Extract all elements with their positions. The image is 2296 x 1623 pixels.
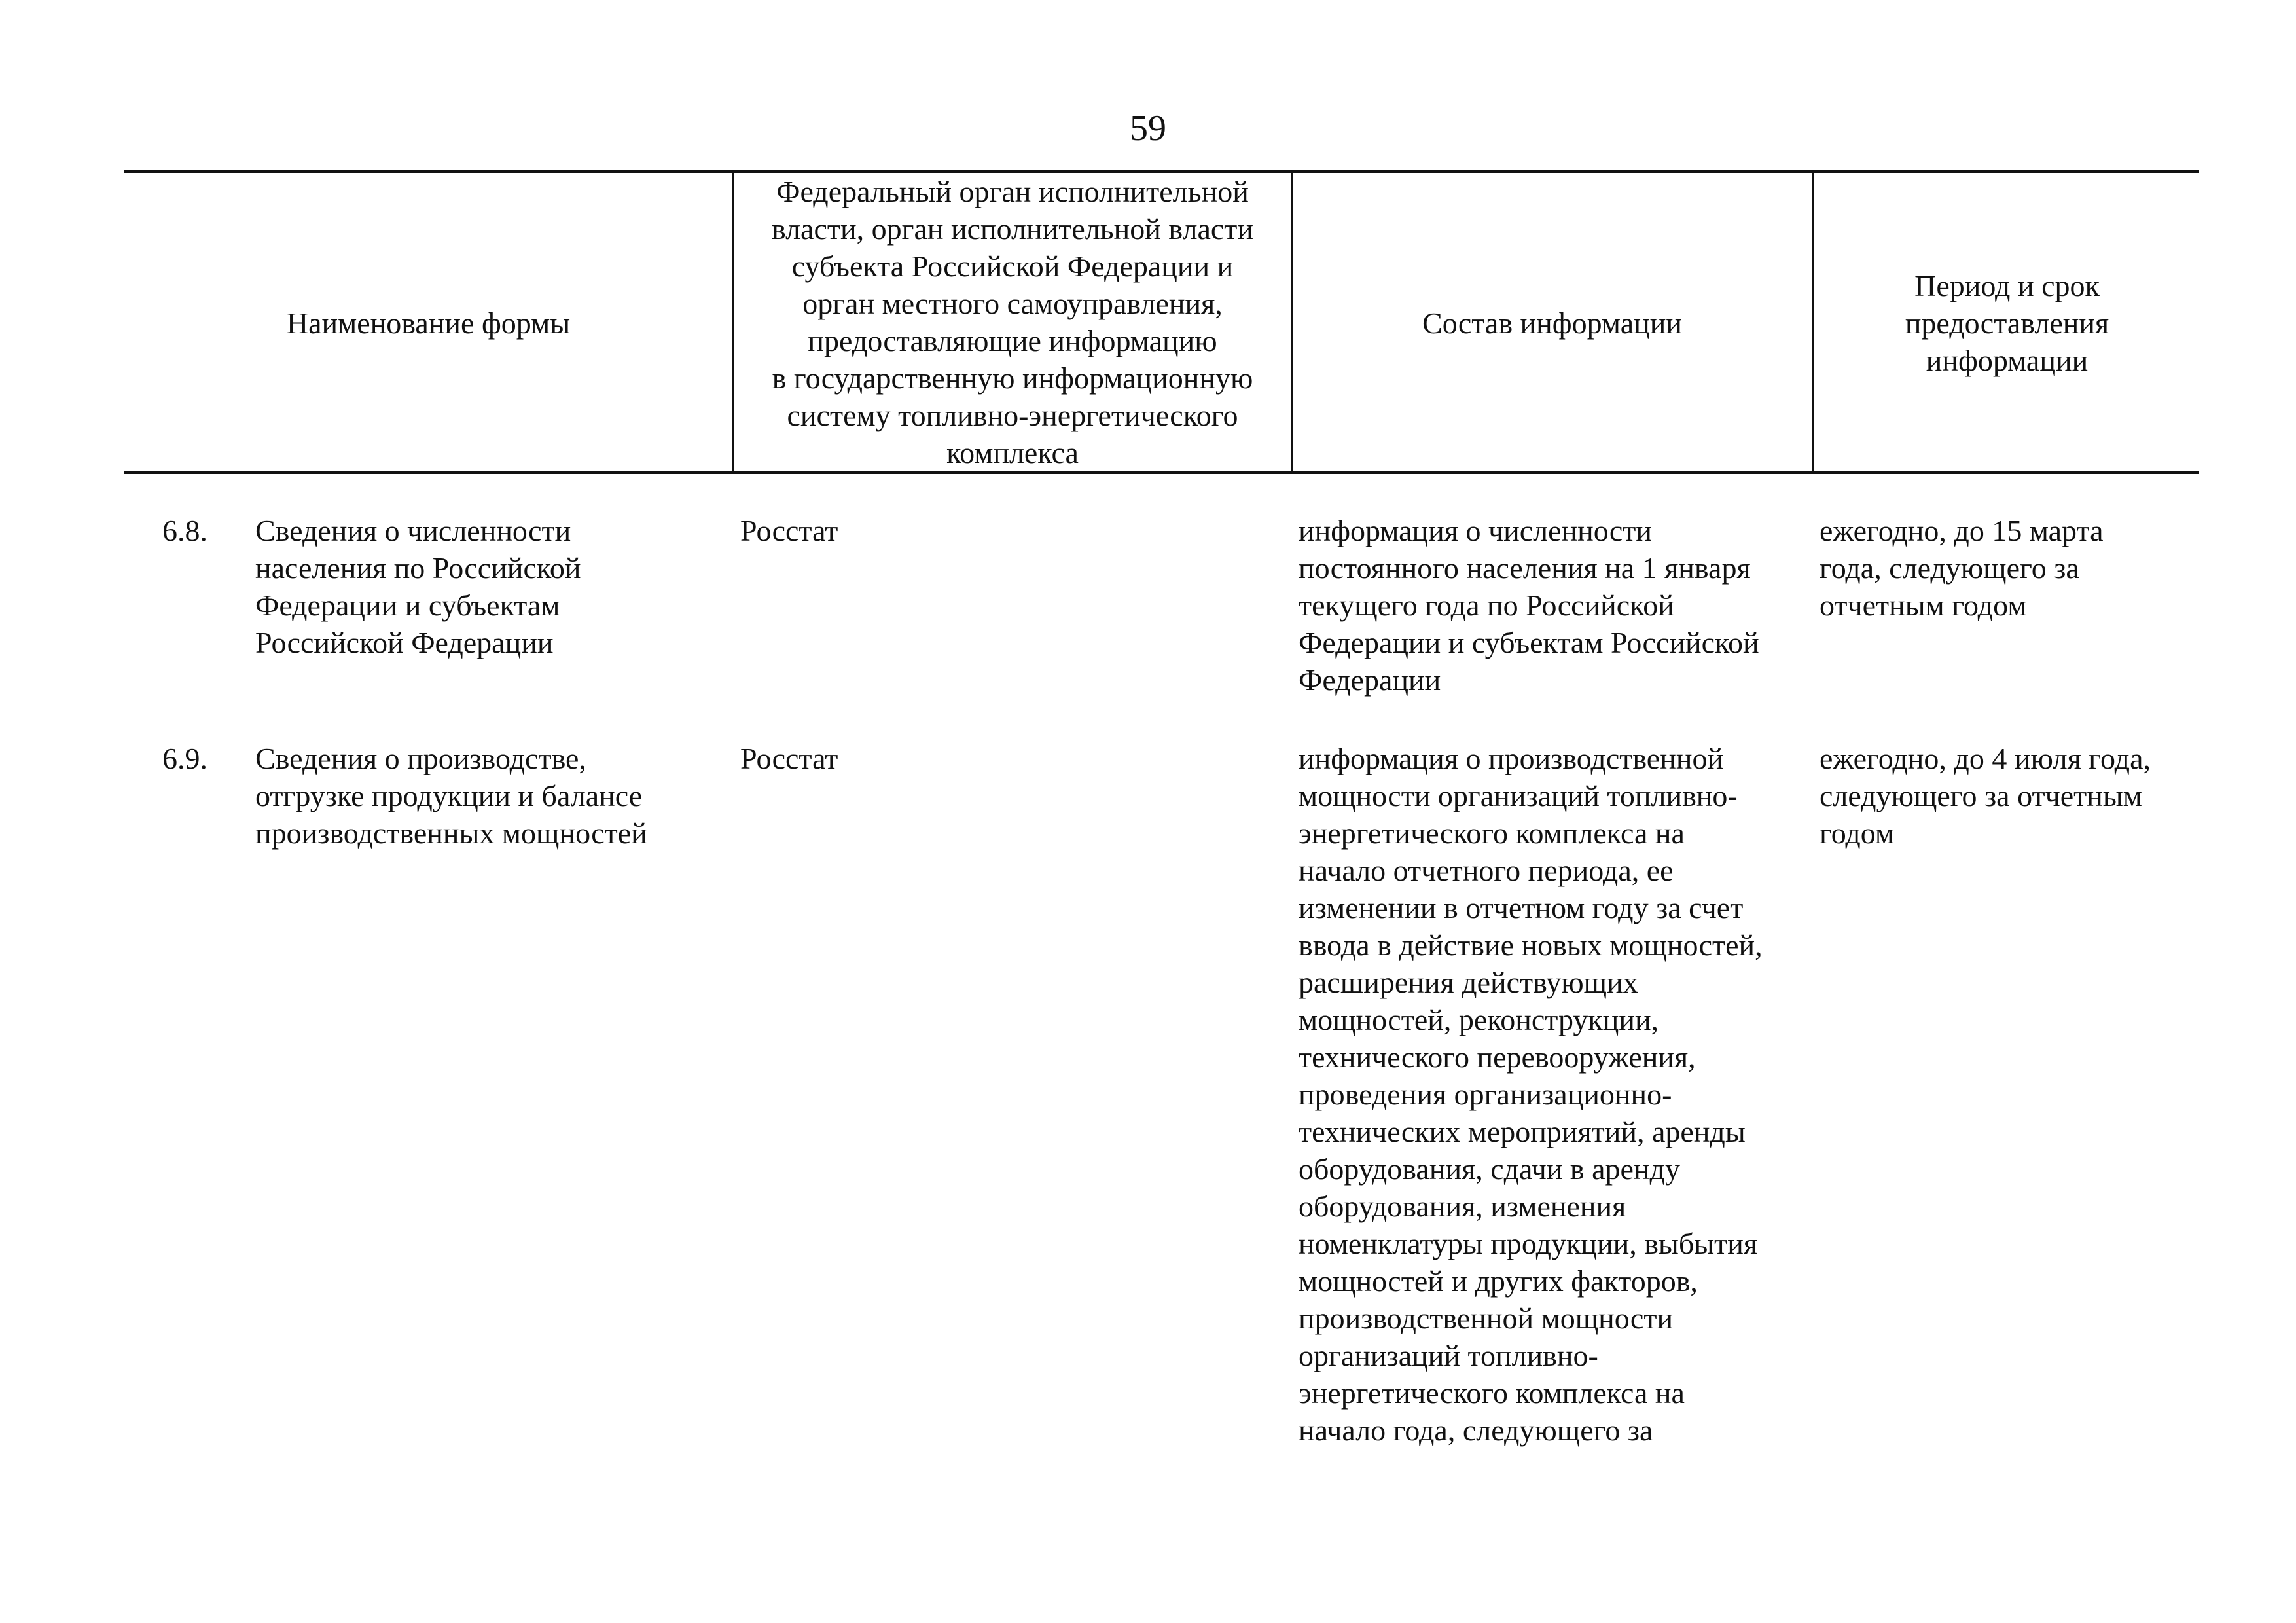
header-bottom-border: [124, 471, 2199, 474]
page-number: 59: [1130, 108, 1166, 149]
header-period: [1815, 174, 2199, 471]
header-authority: Федеральный орган исполнительной власти, орган исполнительной власти субъекта Российской Федерации и орган местного самоуправления, предоставляющие информацию в государственную информационную систему топливно-энергетического комплекса: [771, 175, 1254, 469]
row-6-9-form-name: Сведения о производстве, отгрузке продукции и балансе производственных мощностей: [255, 742, 647, 850]
header-period-text: Период и срок предоставления информации: [1905, 268, 2109, 377]
row-6-9-number: 6.9.: [162, 742, 207, 775]
row-6-8-form-name: Сведения о численности населения по Российской Федерации и субъектам Российской Федерации: [255, 514, 581, 659]
header-info-content: [1294, 174, 1810, 471]
column-divider-2: [1291, 172, 1293, 473]
row-6-9-period: ежегодно, до 4 июля года, следующего за отчетным годом: [1820, 742, 2151, 850]
row-6-8-period: ежегодно, до 15 марта года, следующего за отчетным годом: [1820, 514, 2104, 622]
row-6-8-number: 6.8.: [162, 514, 207, 547]
header-info-content-text: Состав информации: [1422, 306, 1682, 340]
row-6-8-info-content: информация о численности постоянного населения на 1 января текущего года по Российской Федерации и субъектам Российской Федерации: [1299, 514, 1759, 697]
row-6-9-authority: Росстат: [740, 742, 838, 775]
row-6-9-info-content: информация о производственной мощности организаций топливно- энергетического комплекса на начало отчетного периода, ее изменении в отчетном году за счет ввода в действие новых мощностей, расширения действующих мощностей, реконструкции, технического перевооружения, проведения организационно- технических мероприятий, аренды оборудования, сдачи в аренду оборудования, изменения номенклатуры продукции, выбытия мощностей и других факторов, производственной мощности организаций топливно- энергетического комплекса на начало года, следующего за: [1299, 742, 1763, 1447]
row-6-8-authority: Росстат: [740, 514, 838, 547]
header-form-name-text: Наименование формы: [286, 306, 571, 340]
column-divider-1: [732, 172, 734, 473]
header-form-name: [124, 174, 732, 471]
column-divider-3: [1812, 172, 1814, 473]
